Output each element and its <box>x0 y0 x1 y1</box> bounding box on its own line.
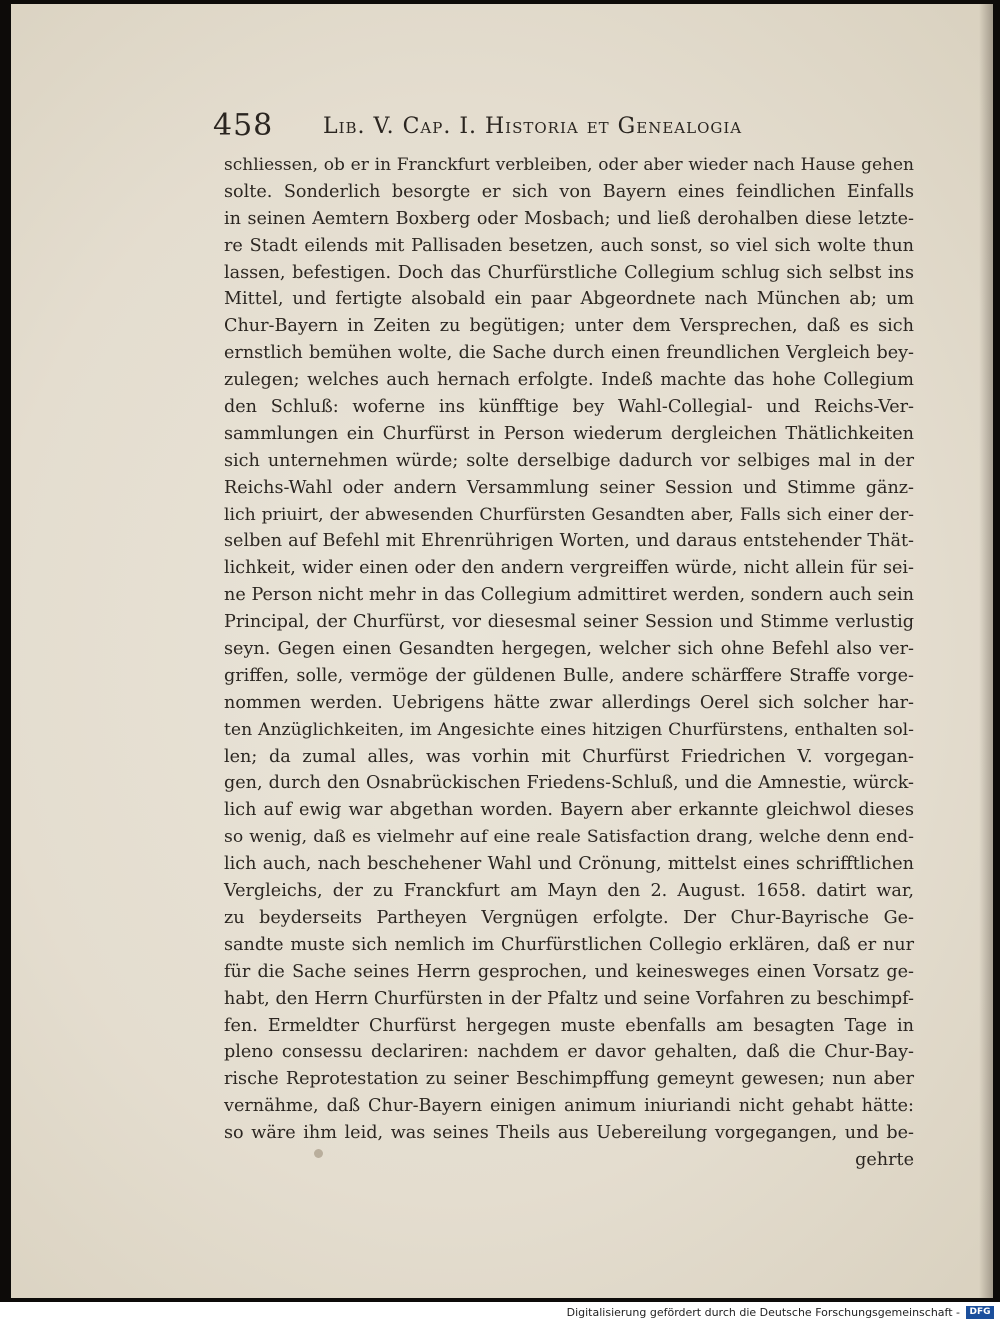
text-line: schliessen, ob er in Franckfurt verbleiben, oder aber wieder nach Hause gehen <box>224 155 914 175</box>
text-line: sammlungen ein Churfürst in Person wiederum dergleichen Thätlichkeiten <box>224 423 914 444</box>
text-line: ernstlich bemühen wolte, die Sache durch einen freundlichen Vergleich bey- <box>224 343 914 364</box>
running-head <box>213 108 813 148</box>
text-line: seyn. Gegen einen Gesandten hergegen, welcher sich ohne Befehl also ver- <box>224 639 914 660</box>
funding-note: Digitalisierung gefördert durch die Deutsche Forschungsgemeinschaft - <box>566 1306 960 1319</box>
text-line: rische Reprotestation zu seiner Beschimpffung gemeynt gewesen; nun aber <box>224 1069 914 1090</box>
text-line: sandte muste sich nemlich im Churfürstlichen Collegio erklären, daß er nur <box>224 934 914 955</box>
text-line: Reichs-Wahl oder andern Versammlung seiner Session und Stimme gänz- <box>224 477 914 498</box>
text-line: re Stadt eilends mit Pallisaden besetzen, auch sonst, so viel sich wolte thun <box>224 235 914 256</box>
dfg-logo[interactable]: DFG <box>966 1306 994 1319</box>
running-title: Lib. V. Cap. I. Historia et Genealogia <box>323 114 743 139</box>
text-line: lich auf ewig war abgethan worden. Bayern aber erkannte gleichwol dieses <box>224 800 914 821</box>
text-line: zu beyderseits Partheyen Vergnügen erfolgte. Der Chur-Bayrische Ge- <box>224 907 914 928</box>
text-line: pleno consessu declariren: nachdem er davor gehalten, daß die Chur-Bay- <box>224 1042 914 1063</box>
text-line: Mittel, und fertigte alsobald ein paar Abgeordnete nach München ab; um <box>224 289 914 310</box>
text-line: fen. Ermeldter Churfürst hergegen muste ebenfalls am besagten Tage in <box>224 1015 914 1036</box>
page-edge-shadow <box>979 4 993 1298</box>
text-line: in seinen Aemtern Boxberg oder Mosbach; und ließ derohalben diese letzte- <box>224 208 914 229</box>
text-line: sich unternehmen würde; solte derselbige dadurch vor selbiges mal in der <box>224 450 914 471</box>
text-line: Principal, der Churfürst, vor diesesmal seiner Session und Stimme verlustig <box>224 612 914 633</box>
footer-bar <box>0 1302 1000 1323</box>
text-line: Vergleichs, der zu Franckfurt am Mayn den 2. August. 1658. datirt war, <box>224 881 914 902</box>
text-line: ne Person nicht mehr in das Collegium admittiret werden, sondern auch sein <box>224 585 914 606</box>
text-line: so wenig, daß es vielmehr auf eine reale Satisfaction drang, welche denn end- <box>224 827 914 848</box>
text-line: habt, den Herrn Churfürsten in der Pfaltz und seine Vorfahren zu beschimpf- <box>224 988 914 1009</box>
text-line: zulegen; welches auch hernach erfolgte. Indeß machte das hohe Collegium <box>224 370 914 391</box>
text-line: gen, durch den Osnabrückischen Friedens-Schluß, und die Amnestie, würck- <box>224 773 914 794</box>
text-line: so wäre ihm leid, was seines Theils aus Uebereilung vorgegangen, und be- <box>224 1123 914 1144</box>
paper-spot <box>314 1149 323 1158</box>
text-line: solte. Sonderlich besorgte er sich von Bayern eines feindlichen Einfalls <box>224 181 914 202</box>
page-number: 458 <box>213 108 274 143</box>
text-line: für die Sache seines Herrn gesprochen, und keinesweges einen Vorsatz ge- <box>224 961 914 982</box>
text-line: Chur-Bayern in Zeiten zu begütigen; unter dem Versprechen, daß es sich <box>224 316 914 337</box>
text-line: vernähme, daß Chur-Bayern einigen animum iniuriandi nicht gehabt hätte: <box>224 1096 914 1117</box>
text-line: len; da zumal alles, was vorhin mit Churfürst Friedrichen V. vorgegan- <box>224 746 914 767</box>
text-line: lichkeit, wider einen oder den andern vergreiffen würde, nicht allein für sei- <box>224 558 914 579</box>
body-text <box>224 152 914 1174</box>
catchword: gehrte <box>855 1149 914 1170</box>
text-line: lich auch, nach beschehener Wahl und Crönung, mittelst eines schrifftlichen <box>224 854 914 875</box>
text-line: griffen, solle, vermöge der güldenen Bulle, andere schärffere Straffe vorge- <box>224 665 914 686</box>
text-line: den Schluß: woferne ins künfftige bey Wahl-Collegial- und Reichs-Ver- <box>224 397 914 418</box>
text-line: lich priuirt, der abwesenden Churfürsten Gesandten aber, Falls sich einer der- <box>224 504 914 525</box>
text-line: selben auf Befehl mit Ehrenrührigen Worten, und daraus entstehender Thät- <box>224 531 914 552</box>
text-line: ten Anzüglichkeiten, im Angesichte eines hitzigen Churfürstens, enthalten sol- <box>224 719 914 740</box>
text-line: lassen, befestigen. Doch das Churfürstliche Collegium schlug sich selbst ins <box>224 262 914 283</box>
text-line: nommen werden. Uebrigens hätte zwar allerdings Oerel sich solcher har- <box>224 692 914 713</box>
